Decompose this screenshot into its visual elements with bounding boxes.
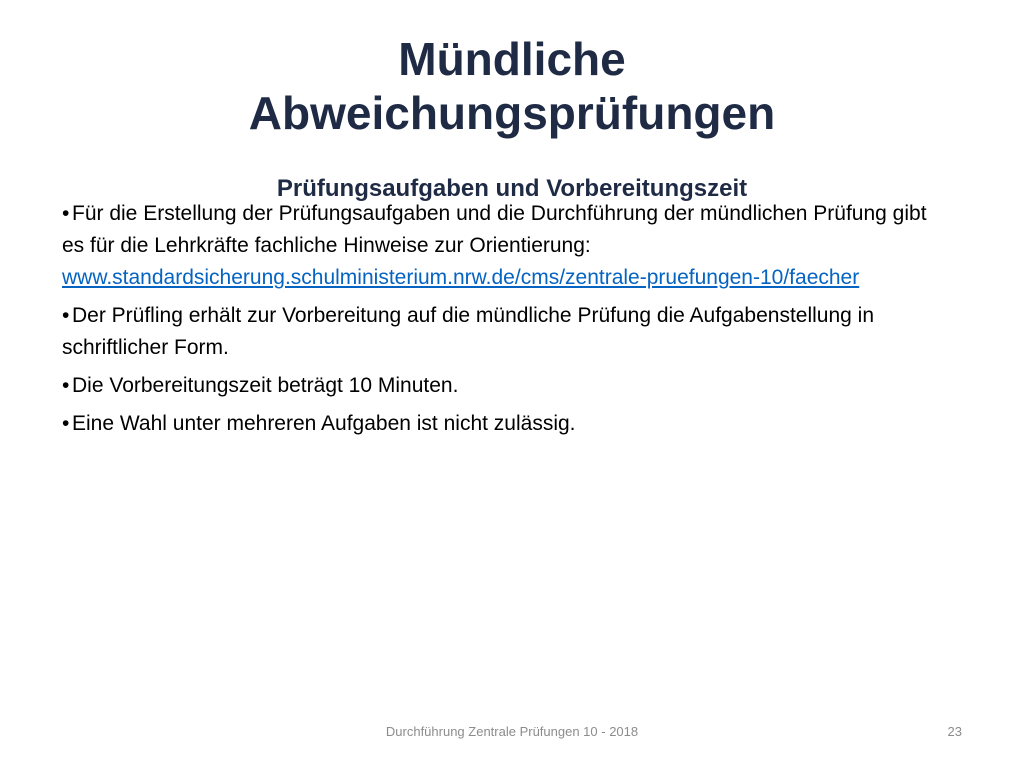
slide-title-line-1: Mündliche [398, 33, 626, 85]
bullet-text: Die Vorbereitungszeit beträgt 10 Minuten. [72, 374, 459, 397]
slide-title [60, 32, 964, 140]
standardsicherung-link[interactable]: www.standardsicherung.schulministerium.nrw.de/cms/zentrale-pruefungen-10/faecher [62, 266, 860, 289]
bullet-text: Der Prüfling erhält zur Vorbereitung auf die mündliche Prüfung die Aufgabenstellung in schriftlicher Form. [62, 304, 875, 359]
bullet-item [62, 370, 952, 402]
bullet-marker: • [62, 202, 70, 225]
bullet-item [62, 198, 952, 294]
footer-text: Durchführung Zentrale Prüfungen 10 - 2018 [385, 724, 639, 739]
bullet-text: Eine Wahl unter mehreren Aufgaben ist nicht zulässig. [72, 412, 576, 435]
bullet-marker: • [62, 304, 70, 327]
bullet-text: Für die Erstellung der Prüfungsaufgaben und die Durchführung der mündlichen Prüfung gibt es für die Lehrkräfte fachliche Hinweise zur Orientierung: [62, 202, 927, 257]
bullet-marker: • [62, 374, 70, 397]
bullet-item [62, 408, 952, 440]
page-number: 23 [947, 724, 962, 739]
bullet-marker: • [62, 412, 70, 435]
slide-title-line-2: Abweichungsprüfungen [248, 87, 776, 139]
bullet-item [62, 300, 952, 364]
bullet-list [62, 198, 952, 446]
slide-subtitle: Prüfungsaufgaben und Vorbereitungszeit [276, 175, 748, 202]
